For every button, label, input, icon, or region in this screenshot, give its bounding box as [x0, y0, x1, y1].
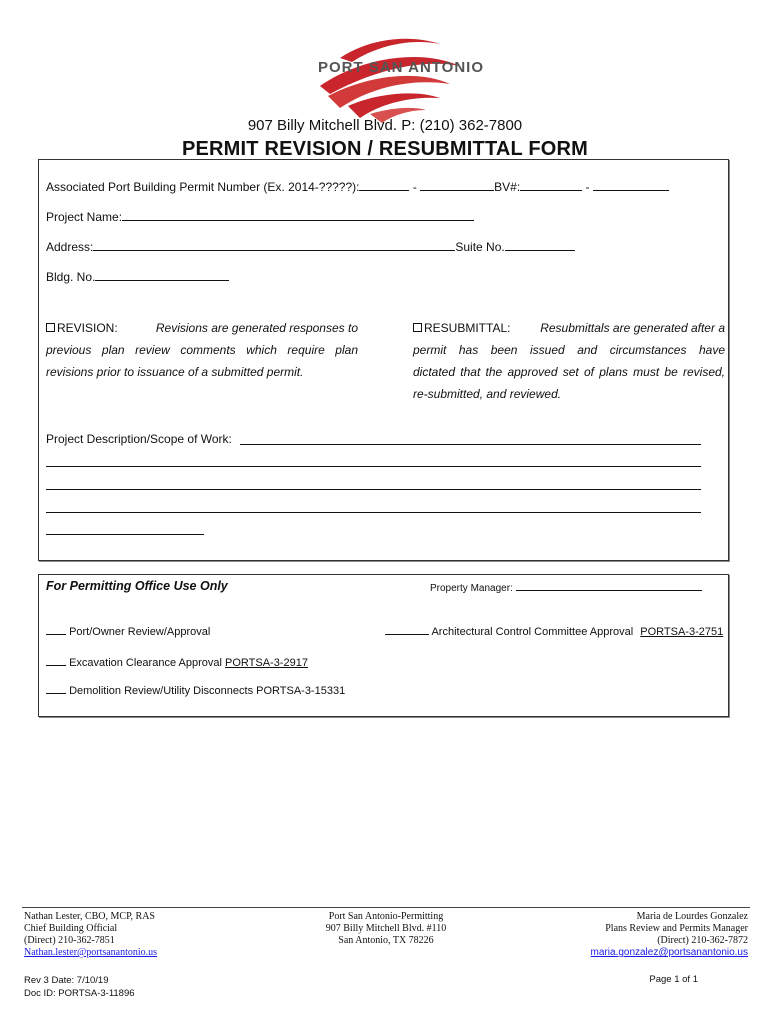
scope-line[interactable] [46, 534, 204, 535]
acc-approval-row [385, 625, 723, 638]
revision-text-line2: previous plan review comments which require plan [46, 343, 358, 357]
logo-text: PORT SAN ANTONIO [318, 59, 485, 76]
footer-left-email-link[interactable]: Nathan.lester@portsanantonio.us [24, 947, 158, 958]
excavation-label: Excavation Clearance Approval [69, 657, 222, 669]
permit-year-field[interactable] [359, 180, 409, 191]
port-san-antonio-logo [300, 28, 485, 124]
property-manager-row [430, 581, 702, 594]
footer-center-city: San Antonio, TX 78226 [338, 935, 434, 946]
property-manager-label: Property Manager: [430, 583, 513, 594]
permit-number-field[interactable] [420, 180, 494, 191]
page-number: Page 1 of 1 [649, 974, 698, 985]
logo-swoosh-icon [300, 28, 480, 124]
excavation-row [46, 656, 308, 669]
resubmittal-text-line1: Resubmittals are generated after a [540, 321, 725, 335]
resubmittal-option[interactable] [413, 321, 725, 335]
footer-left-phone: (Direct) 210-362-7851 [24, 935, 115, 946]
scope-line[interactable] [46, 512, 701, 513]
footer-right-email-link[interactable]: maria.gonzalez@portsanantonio.us [590, 947, 748, 958]
property-manager-field[interactable] [516, 581, 702, 591]
permit-number-row [46, 180, 669, 194]
address-label: Address: [46, 240, 94, 254]
bv-year-field[interactable] [520, 180, 582, 191]
demolition-row [46, 684, 345, 697]
scope-line[interactable] [46, 466, 701, 467]
footer-left-contact [24, 911, 157, 959]
dash-separator: - [585, 180, 590, 194]
excavation-check[interactable] [46, 656, 66, 666]
suite-label: Suite No. [455, 240, 505, 254]
office-use-heading: For Permitting Office Use Only [46, 579, 228, 593]
footer-center-street: 907 Billy Mitchell Blvd. #110 [325, 923, 447, 934]
footer-left-name: Nathan Lester, CBO, MCP, RAS [24, 911, 155, 922]
revision-label: REVISION: [57, 321, 118, 335]
page-title: PERMIT REVISION / RESUBMITTAL FORM [181, 138, 589, 160]
owner-review-label: Port/Owner Review/Approval [69, 626, 211, 638]
footer-divider [22, 907, 750, 908]
footer-doc-info [24, 974, 135, 1000]
resubmittal-label: RESUBMITTAL: [424, 321, 511, 335]
project-name-field[interactable] [122, 210, 474, 221]
demolition-label: Demolition Review/Utility Disconnects PORTSA-3-15331 [69, 685, 346, 697]
revision-text-line3: revisions prior to issuance of a submitted permit. [46, 365, 304, 379]
scope-label: Project Description/Scope of Work: [46, 432, 232, 446]
bv-number-field[interactable] [593, 180, 669, 191]
revision-text-line1: Revisions are generated responses to [155, 321, 358, 335]
permit-number-label: Associated Port Building Permit Number (Ex. 2014-?????): [46, 180, 360, 194]
revision-checkbox[interactable] [46, 323, 55, 332]
scope-line[interactable] [240, 444, 701, 445]
resubmittal-text-line3: dictated that the approved set of plans must be revised, [413, 365, 725, 379]
acc-approval-label: Architectural Control Committee Approval [431, 626, 634, 638]
resubmittal-text-line2: permit has been issued and circumstances have [413, 343, 725, 357]
scope-line[interactable] [46, 489, 701, 490]
footer-right-phone: (Direct) 210-362-7872 [657, 935, 748, 946]
header-address: 907 Billy Mitchell Blvd. P: (210) 362-7800 [247, 117, 523, 134]
footer-center-org: Port San Antonio-Permitting [328, 911, 444, 922]
suite-field[interactable] [505, 240, 575, 251]
revision-option[interactable] [46, 321, 358, 335]
bldg-field[interactable] [95, 270, 229, 281]
project-name-row [46, 210, 474, 224]
footer-right-role: Plans Review and Permits Manager [605, 923, 748, 934]
footer-right-name: Maria de Lourdes Gonzalez [636, 911, 748, 922]
owner-review-check[interactable] [46, 625, 66, 635]
project-name-label: Project Name: [46, 210, 123, 224]
acc-approval-code: PORTSA-3-2751 [640, 626, 724, 638]
footer-right-contact [591, 911, 748, 959]
dash-separator: - [412, 180, 417, 194]
demolition-check[interactable] [46, 684, 66, 694]
acc-approval-check[interactable] [385, 625, 429, 635]
excavation-code: PORTSA-3-2917 [225, 657, 308, 669]
bldg-row [46, 270, 229, 284]
bv-label: BV#: [494, 180, 521, 194]
footer-left-role: Chief Building Official [24, 923, 118, 934]
footer-center-address [286, 911, 486, 947]
doc-id: Doc ID: PORTSA-3-11896 [24, 988, 135, 999]
revision-date: Rev 3 Date: 7/10/19 [24, 975, 109, 986]
owner-review-row [46, 625, 210, 638]
address-field[interactable] [93, 240, 455, 251]
address-row [46, 240, 575, 254]
bldg-label: Bldg. No. [46, 270, 96, 284]
resubmittal-text-line4: re-submitted, and reviewed. [413, 387, 562, 401]
resubmittal-checkbox[interactable] [413, 323, 422, 332]
